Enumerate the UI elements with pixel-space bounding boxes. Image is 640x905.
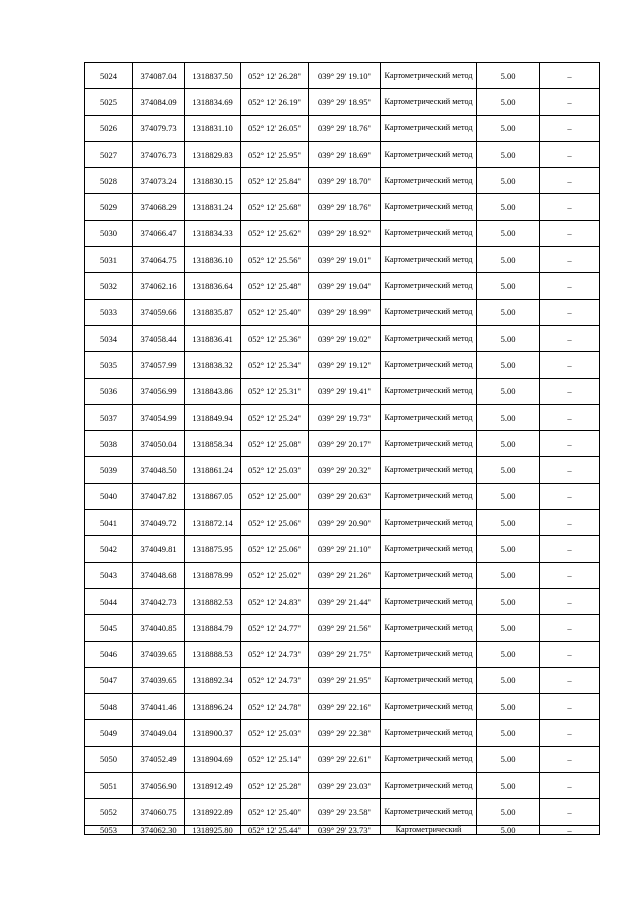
y-coordinate-cell: 1318882.53 [185,588,241,614]
method-cell: Картометрический метод [381,141,477,167]
longitude-cell: 039° 29' 22.61" [309,746,381,772]
point-number-cell: 5052 [85,799,133,825]
y-coordinate-cell: 1318884.79 [185,615,241,641]
table-row [85,773,600,799]
longitude-cell: 039° 29' 18.70" [309,168,381,194]
longitude-cell: 039° 29' 22.38" [309,720,381,746]
y-coordinate-cell: 1318835.87 [185,299,241,325]
table-row [85,168,600,194]
coordinates-table [84,62,600,835]
longitude-cell: 039° 29' 20.32" [309,457,381,483]
latitude-cell: 052° 12' 25.06" [241,536,309,562]
point-number-cell: 5027 [85,141,133,167]
method-cell: Картометрический метод [381,63,477,89]
method-cell: Картометрический метод [381,615,477,641]
longitude-cell: 039° 29' 21.95" [309,667,381,693]
accuracy-cell: 5.00 [477,562,540,588]
accuracy-cell: 5.00 [477,115,540,141]
y-coordinate-cell: 1318843.86 [185,378,241,404]
note-cell: – [540,825,600,834]
note-cell: – [540,325,600,351]
latitude-cell: 052° 12' 25.03" [241,457,309,483]
point-number-cell: 5048 [85,694,133,720]
note-cell: – [540,694,600,720]
latitude-cell: 052° 12' 25.24" [241,404,309,430]
point-number-cell: 5045 [85,615,133,641]
longitude-cell: 039° 29' 21.44" [309,588,381,614]
table-row [85,536,600,562]
longitude-cell: 039° 29' 23.58" [309,799,381,825]
longitude-cell: 039° 29' 18.76" [309,115,381,141]
latitude-cell: 052° 12' 25.56" [241,247,309,273]
point-number-cell: 5053 [85,825,133,834]
longitude-cell: 039° 29' 19.02" [309,325,381,351]
point-number-cell: 5039 [85,457,133,483]
longitude-cell: 039° 29' 19.10" [309,63,381,89]
note-cell: – [540,194,600,220]
point-number-cell: 5051 [85,773,133,799]
latitude-cell: 052° 12' 25.40" [241,299,309,325]
latitude-cell: 052° 12' 26.05" [241,115,309,141]
y-coordinate-cell: 1318900.37 [185,720,241,746]
x-coordinate-cell: 374054.99 [133,404,185,430]
accuracy-cell: 5.00 [477,641,540,667]
x-coordinate-cell: 374062.16 [133,273,185,299]
method-cell: Картометрический метод [381,220,477,246]
note-cell: – [540,352,600,378]
note-cell: – [540,641,600,667]
note-cell: – [540,273,600,299]
table-row [85,89,600,115]
x-coordinate-cell: 374076.73 [133,141,185,167]
x-coordinate-cell: 374041.46 [133,694,185,720]
accuracy-cell: 5.00 [477,483,540,509]
y-coordinate-cell: 1318922.89 [185,799,241,825]
point-number-cell: 5037 [85,404,133,430]
point-number-cell: 5026 [85,115,133,141]
table-row [85,641,600,667]
point-number-cell: 5043 [85,562,133,588]
table-row [85,588,600,614]
method-cell: Картометрический метод [381,247,477,273]
accuracy-cell: 5.00 [477,773,540,799]
note-cell: – [540,431,600,457]
y-coordinate-cell: 1318834.33 [185,220,241,246]
latitude-cell: 052° 12' 26.19" [241,89,309,115]
accuracy-cell: 5.00 [477,694,540,720]
point-number-cell: 5024 [85,63,133,89]
accuracy-cell: 5.00 [477,378,540,404]
accuracy-cell: 5.00 [477,141,540,167]
table-row [85,694,600,720]
latitude-cell: 052° 12' 25.44" [241,825,309,834]
longitude-cell: 039° 29' 19.41" [309,378,381,404]
note-cell: – [540,746,600,772]
x-coordinate-cell: 374058.44 [133,325,185,351]
x-coordinate-cell: 374064.75 [133,247,185,273]
point-number-cell: 5032 [85,273,133,299]
latitude-cell: 052° 12' 25.31" [241,378,309,404]
note-cell: – [540,89,600,115]
x-coordinate-cell: 374048.68 [133,562,185,588]
y-coordinate-cell: 1318925.80 [185,825,241,834]
x-coordinate-cell: 374049.72 [133,510,185,536]
note-cell: – [540,483,600,509]
table-row [85,141,600,167]
table-row [85,352,600,378]
point-number-cell: 5046 [85,641,133,667]
longitude-cell: 039° 29' 19.01" [309,247,381,273]
point-number-cell: 5025 [85,89,133,115]
x-coordinate-cell: 374062.30 [133,825,185,834]
note-cell: – [540,720,600,746]
x-coordinate-cell: 374052.49 [133,746,185,772]
y-coordinate-cell: 1318858.34 [185,431,241,457]
coordinates-table-page [84,62,599,835]
x-coordinate-cell: 374079.73 [133,115,185,141]
latitude-cell: 052° 12' 24.73" [241,641,309,667]
latitude-cell: 052° 12' 24.77" [241,615,309,641]
x-coordinate-cell: 374049.04 [133,720,185,746]
accuracy-cell: 5.00 [477,667,540,693]
longitude-cell: 039° 29' 19.12" [309,352,381,378]
x-coordinate-cell: 374068.29 [133,194,185,220]
y-coordinate-cell: 1318896.24 [185,694,241,720]
x-coordinate-cell: 374073.24 [133,168,185,194]
point-number-cell: 5031 [85,247,133,273]
note-cell: – [540,168,600,194]
accuracy-cell: 5.00 [477,404,540,430]
y-coordinate-cell: 1318872.14 [185,510,241,536]
y-coordinate-cell: 1318892.34 [185,667,241,693]
x-coordinate-cell: 374056.99 [133,378,185,404]
latitude-cell: 052° 12' 25.03" [241,720,309,746]
x-coordinate-cell: 374057.99 [133,352,185,378]
longitude-cell: 039° 29' 18.76" [309,194,381,220]
longitude-cell: 039° 29' 21.26" [309,562,381,588]
accuracy-cell: 5.00 [477,720,540,746]
table-row [85,378,600,404]
note-cell: – [540,562,600,588]
method-cell: Картометрический метод [381,536,477,562]
x-coordinate-cell: 374049.81 [133,536,185,562]
note-cell: – [540,115,600,141]
point-number-cell: 5034 [85,325,133,351]
longitude-cell: 039° 29' 18.92" [309,220,381,246]
method-cell: Картометрический метод [381,352,477,378]
table-row [85,720,600,746]
longitude-cell: 039° 29' 22.16" [309,694,381,720]
y-coordinate-cell: 1318837.50 [185,63,241,89]
point-number-cell: 5050 [85,746,133,772]
accuracy-cell: 5.00 [477,352,540,378]
table-row [85,63,600,89]
table-row [85,299,600,325]
method-cell: Картометрический метод [381,773,477,799]
latitude-cell: 052° 12' 25.36" [241,325,309,351]
note-cell: – [540,799,600,825]
x-coordinate-cell: 374060.75 [133,799,185,825]
accuracy-cell: 5.00 [477,194,540,220]
y-coordinate-cell: 1318912.49 [185,773,241,799]
longitude-cell: 039° 29' 20.63" [309,483,381,509]
accuracy-cell: 5.00 [477,63,540,89]
latitude-cell: 052° 12' 24.78" [241,694,309,720]
method-cell: Картометрический метод [381,483,477,509]
accuracy-cell: 5.00 [477,746,540,772]
latitude-cell: 052° 12' 25.95" [241,141,309,167]
accuracy-cell: 5.00 [477,325,540,351]
y-coordinate-cell: 1318838.32 [185,352,241,378]
x-coordinate-cell: 374087.04 [133,63,185,89]
accuracy-cell: 5.00 [477,536,540,562]
latitude-cell: 052° 12' 25.34" [241,352,309,378]
x-coordinate-cell: 374066.47 [133,220,185,246]
point-number-cell: 5033 [85,299,133,325]
point-number-cell: 5038 [85,431,133,457]
latitude-cell: 052° 12' 25.28" [241,773,309,799]
method-cell: Картометрический метод [381,273,477,299]
accuracy-cell: 5.00 [477,825,540,834]
latitude-cell: 052° 12' 24.73" [241,667,309,693]
y-coordinate-cell: 1318861.24 [185,457,241,483]
accuracy-cell: 5.00 [477,299,540,325]
table-row [85,667,600,693]
table-row [85,325,600,351]
note-cell: – [540,404,600,430]
method-cell: Картометрический метод [381,641,477,667]
table-row [85,457,600,483]
method-cell: Картометрический метод [381,404,477,430]
method-cell: Картометрический метод [381,168,477,194]
table-row [85,799,600,825]
x-coordinate-cell: 374039.65 [133,667,185,693]
table-row [85,115,600,141]
latitude-cell: 052° 12' 25.14" [241,746,309,772]
y-coordinate-cell: 1318904.69 [185,746,241,772]
latitude-cell: 052° 12' 24.83" [241,588,309,614]
point-number-cell: 5028 [85,168,133,194]
table-row [85,404,600,430]
method-cell: Картометрический метод [381,588,477,614]
latitude-cell: 052° 12' 26.28" [241,63,309,89]
longitude-cell: 039° 29' 19.04" [309,273,381,299]
method-cell: Картометрический метод [381,667,477,693]
latitude-cell: 052° 12' 25.00" [241,483,309,509]
y-coordinate-cell: 1318830.15 [185,168,241,194]
longitude-cell: 039° 29' 18.69" [309,141,381,167]
x-coordinate-cell: 374056.90 [133,773,185,799]
y-coordinate-cell: 1318829.83 [185,141,241,167]
point-number-cell: 5040 [85,483,133,509]
y-coordinate-cell: 1318888.53 [185,641,241,667]
method-cell: Картометрический метод [381,194,477,220]
method-cell: Картометрический метод [381,431,477,457]
accuracy-cell: 5.00 [477,273,540,299]
method-cell: Картометрический метод [381,799,477,825]
method-cell: Картометрический метод [381,89,477,115]
point-number-cell: 5029 [85,194,133,220]
method-cell: Картометрический метод [381,694,477,720]
point-number-cell: 5042 [85,536,133,562]
note-cell: – [540,141,600,167]
y-coordinate-cell: 1318849.94 [185,404,241,430]
note-cell: – [540,457,600,483]
x-coordinate-cell: 374050.04 [133,431,185,457]
note-cell: – [540,220,600,246]
latitude-cell: 052° 12' 25.68" [241,194,309,220]
method-cell: Картометрический метод [381,720,477,746]
point-number-cell: 5049 [85,720,133,746]
table-row [85,273,600,299]
x-coordinate-cell: 374042.73 [133,588,185,614]
point-number-cell: 5035 [85,352,133,378]
method-cell: Картометрический [381,825,477,834]
y-coordinate-cell: 1318836.64 [185,273,241,299]
latitude-cell: 052° 12' 25.06" [241,510,309,536]
note-cell: – [540,773,600,799]
longitude-cell: 039° 29' 19.73" [309,404,381,430]
longitude-cell: 039° 29' 20.90" [309,510,381,536]
method-cell: Картометрический метод [381,457,477,483]
accuracy-cell: 5.00 [477,588,540,614]
note-cell: – [540,588,600,614]
point-number-cell: 5047 [85,667,133,693]
accuracy-cell: 5.00 [477,431,540,457]
table-row [85,220,600,246]
accuracy-cell: 5.00 [477,168,540,194]
method-cell: Картометрический метод [381,510,477,536]
method-cell: Картометрический метод [381,378,477,404]
table-row [85,194,600,220]
longitude-cell: 039° 29' 21.75" [309,641,381,667]
note-cell: – [540,247,600,273]
accuracy-cell: 5.00 [477,457,540,483]
table-row [85,562,600,588]
x-coordinate-cell: 374048.50 [133,457,185,483]
point-number-cell: 5036 [85,378,133,404]
table-row [85,825,600,834]
latitude-cell: 052° 12' 25.84" [241,168,309,194]
longitude-cell: 039° 29' 23.03" [309,773,381,799]
method-cell: Картометрический метод [381,746,477,772]
table-row [85,483,600,509]
note-cell: – [540,510,600,536]
table-row [85,746,600,772]
x-coordinate-cell: 374039.65 [133,641,185,667]
note-cell: – [540,378,600,404]
latitude-cell: 052° 12' 25.08" [241,431,309,457]
table-row [85,247,600,273]
longitude-cell: 039° 29' 20.17" [309,431,381,457]
point-number-cell: 5041 [85,510,133,536]
point-number-cell: 5030 [85,220,133,246]
latitude-cell: 052° 12' 25.40" [241,799,309,825]
x-coordinate-cell: 374059.66 [133,299,185,325]
longitude-cell: 039° 29' 21.56" [309,615,381,641]
x-coordinate-cell: 374084.09 [133,89,185,115]
note-cell: – [540,615,600,641]
note-cell: – [540,536,600,562]
accuracy-cell: 5.00 [477,220,540,246]
latitude-cell: 052° 12' 25.62" [241,220,309,246]
accuracy-cell: 5.00 [477,510,540,536]
table-row [85,510,600,536]
latitude-cell: 052° 12' 25.02" [241,562,309,588]
y-coordinate-cell: 1318836.10 [185,247,241,273]
y-coordinate-cell: 1318875.95 [185,536,241,562]
accuracy-cell: 5.00 [477,247,540,273]
y-coordinate-cell: 1318836.41 [185,325,241,351]
accuracy-cell: 5.00 [477,615,540,641]
method-cell: Картометрический метод [381,325,477,351]
table-row [85,615,600,641]
note-cell: – [540,299,600,325]
longitude-cell: 039° 29' 21.10" [309,536,381,562]
x-coordinate-cell: 374047.82 [133,483,185,509]
table-body [85,63,600,835]
method-cell: Картометрический метод [381,562,477,588]
y-coordinate-cell: 1318831.10 [185,115,241,141]
latitude-cell: 052° 12' 25.48" [241,273,309,299]
note-cell: – [540,63,600,89]
point-number-cell: 5044 [85,588,133,614]
x-coordinate-cell: 374040.85 [133,615,185,641]
table-row [85,431,600,457]
longitude-cell: 039° 29' 18.95" [309,89,381,115]
accuracy-cell: 5.00 [477,799,540,825]
y-coordinate-cell: 1318831.24 [185,194,241,220]
method-cell: Картометрический метод [381,299,477,325]
longitude-cell: 039° 29' 18.99" [309,299,381,325]
note-cell: – [540,667,600,693]
y-coordinate-cell: 1318878.99 [185,562,241,588]
y-coordinate-cell: 1318834.69 [185,89,241,115]
longitude-cell: 039° 29' 23.73" [309,825,381,834]
method-cell: Картометрический метод [381,115,477,141]
y-coordinate-cell: 1318867.05 [185,483,241,509]
accuracy-cell: 5.00 [477,89,540,115]
